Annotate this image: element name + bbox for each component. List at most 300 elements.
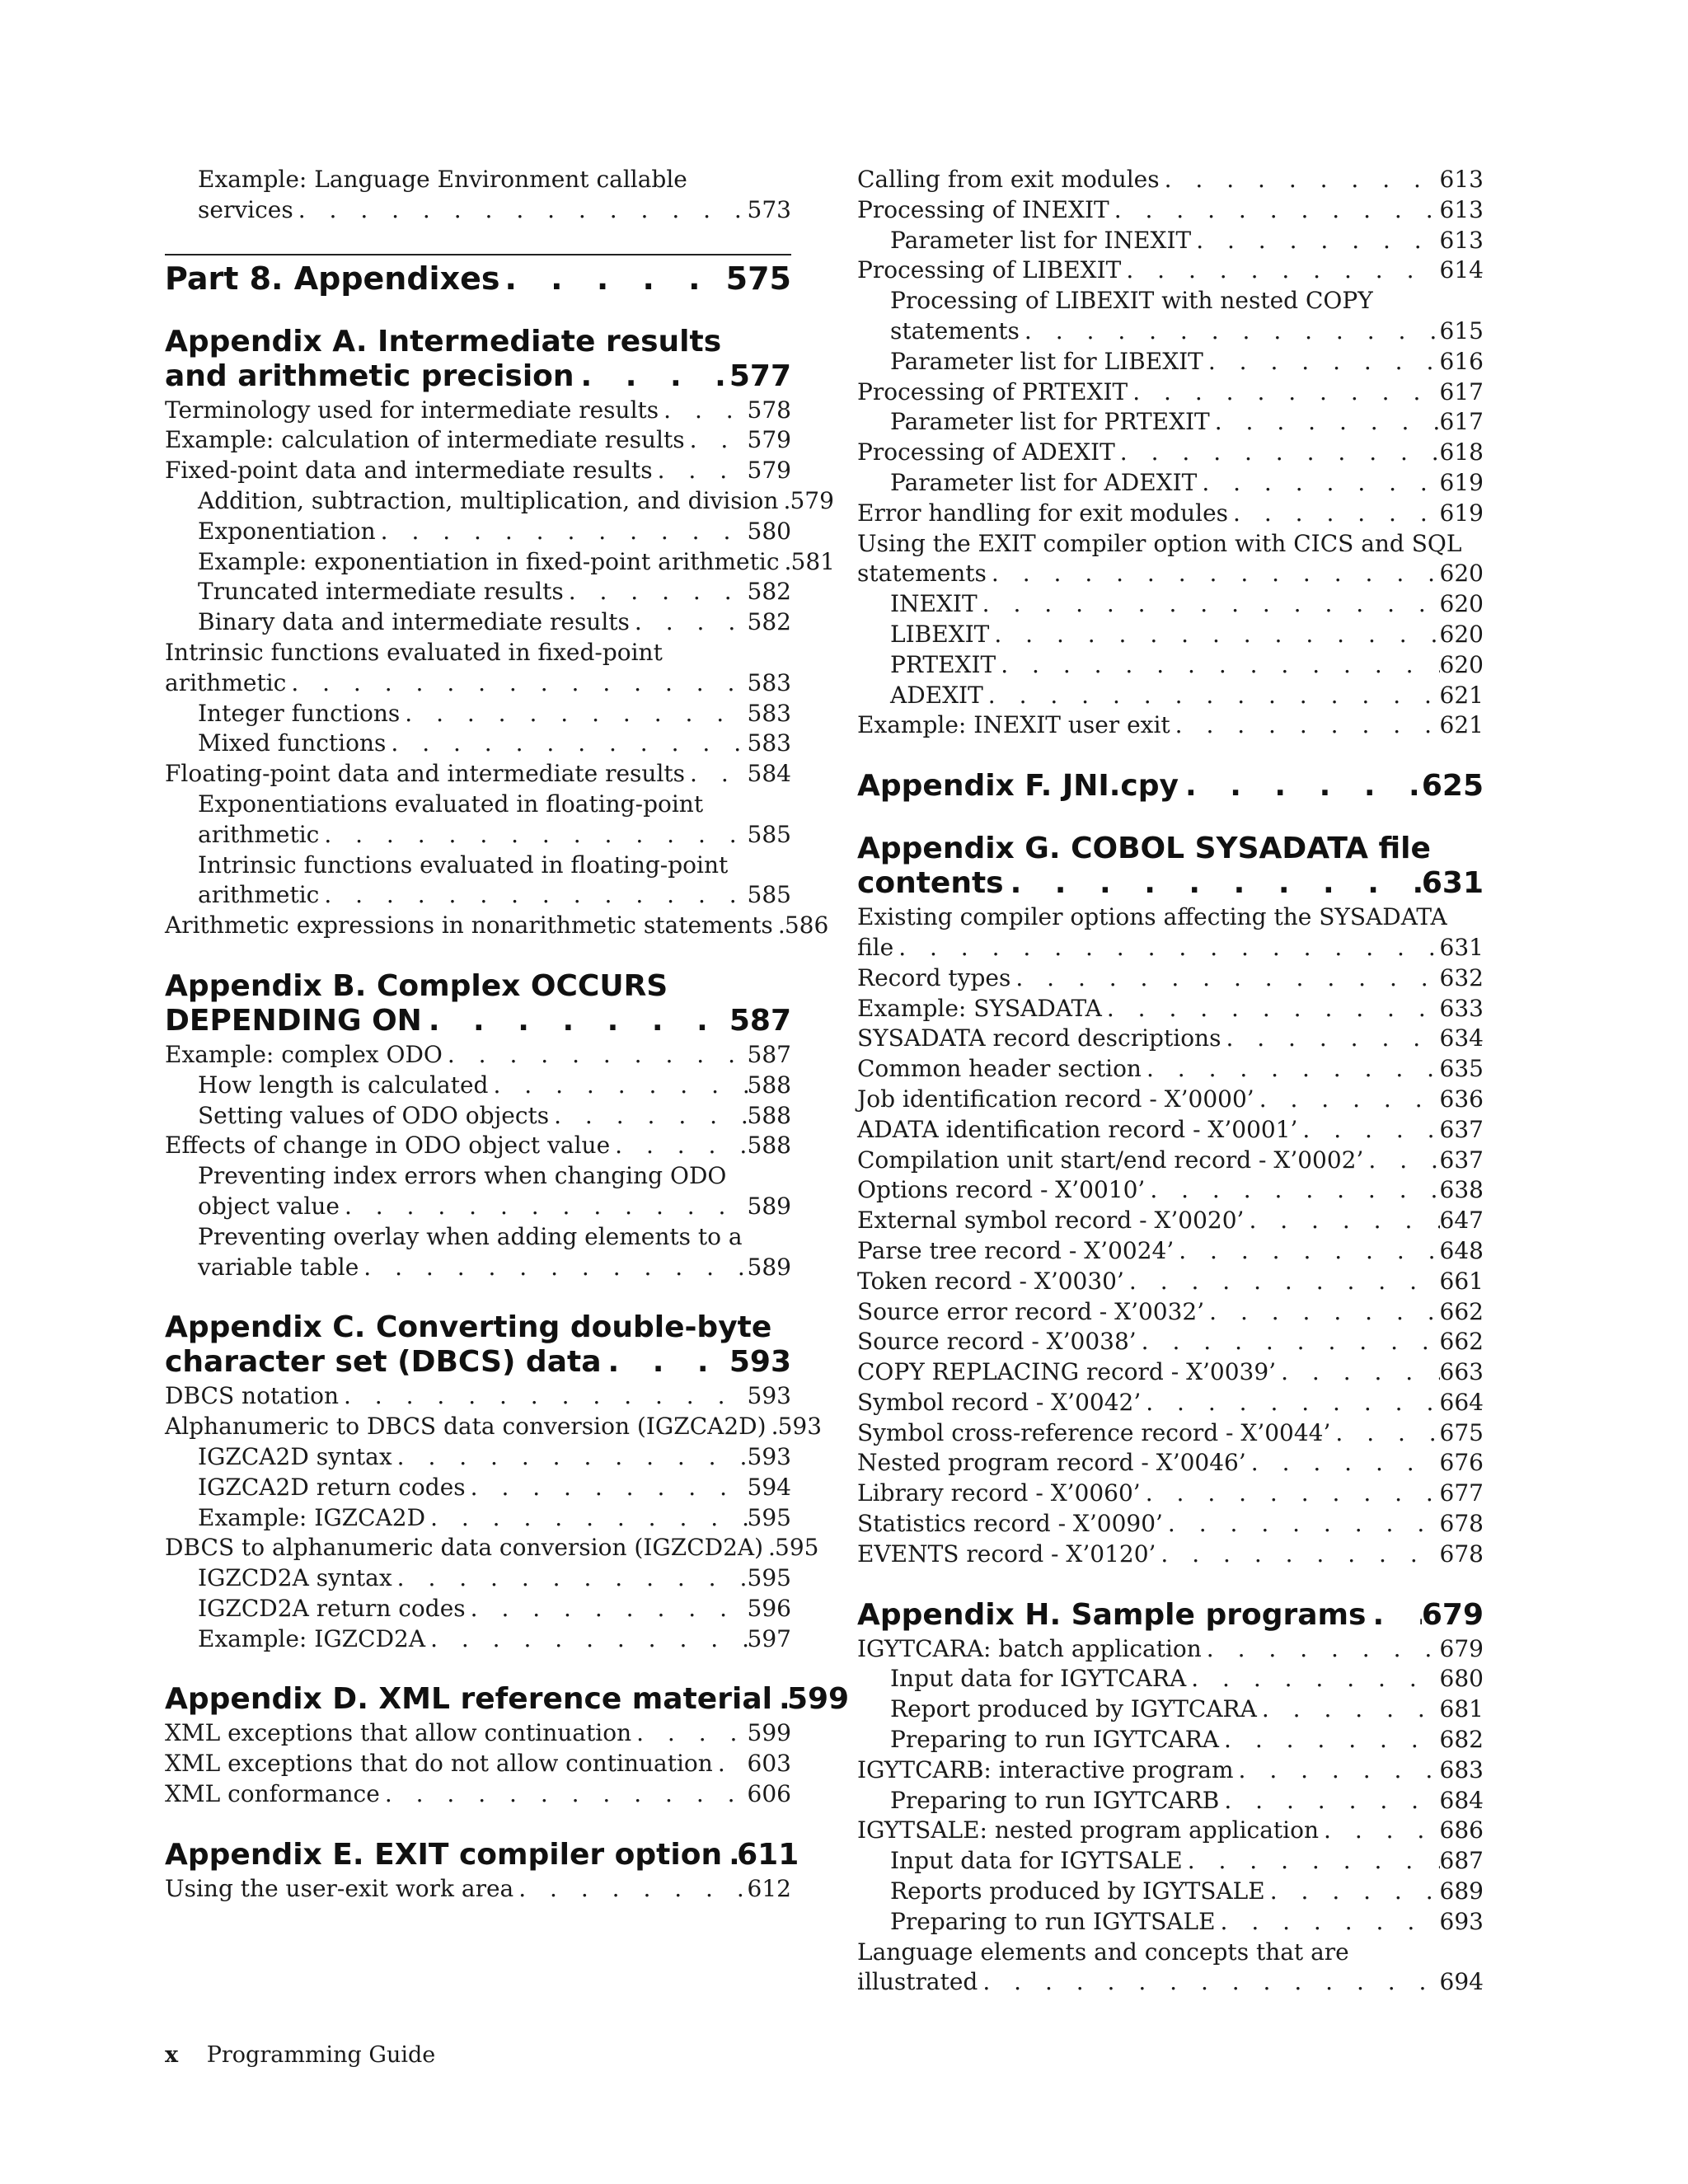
toc-page-number: 676 <box>1439 1449 1484 1477</box>
toc-entry <box>165 1718 791 1749</box>
toc-entry <box>857 529 1484 590</box>
toc-page-number: 593 <box>747 1442 791 1470</box>
toc-entry <box>857 1664 1484 1694</box>
toc-entry <box>165 1473 791 1503</box>
toc-entry-title: External symbol record - X’0020’ <box>857 1207 1245 1235</box>
toc-entry <box>165 486 834 517</box>
toc-page-number: 579 <box>790 486 834 514</box>
toc-entry <box>857 1479 1484 1509</box>
toc-page-number: 680 <box>1439 1665 1484 1693</box>
toc-page-number: 632 <box>1439 963 1484 991</box>
dot-leader <box>1174 1236 1439 1267</box>
toc-entry <box>857 165 1484 195</box>
toc-page-number: 593 <box>777 1413 823 1441</box>
toc-page-number: 583 <box>747 699 791 727</box>
toc-entry-title: LIBEXIT <box>890 620 990 648</box>
toc-entry <box>857 1206 1484 1236</box>
toc-entry-title: IGYTCARA: batch application <box>857 1634 1202 1662</box>
toc-entry <box>165 607 791 638</box>
toc-page-number: 589 <box>747 1192 791 1220</box>
dot-leader <box>499 260 725 297</box>
toc-entry-title: Setting values of ODO objects <box>198 1101 550 1129</box>
toc-page-number: 595 <box>747 1503 791 1531</box>
dot-leader <box>293 195 748 226</box>
toc-entry-title: Using the user-exit work area <box>165 1874 514 1902</box>
toc-entry-title: Reports produced by IGYTSALE <box>890 1877 1265 1905</box>
toc-entry <box>857 994 1484 1024</box>
toc-entry-title: Example: SYSADATA <box>857 994 1102 1022</box>
toc-entry-title: EVENTS record - X’0120’ <box>857 1540 1156 1568</box>
toc-entry-title: Statistics record - X’0090’ <box>857 1510 1163 1538</box>
dot-leader <box>1191 226 1439 256</box>
toc-page-number: 637 <box>1439 1146 1484 1174</box>
dot-leader <box>1141 1388 1439 1418</box>
dot-leader <box>1102 994 1440 1024</box>
toc-page-number: 681 <box>1439 1695 1484 1723</box>
toc-entry-title: DBCS to alphanumeric data conversion (IGZCD2A) <box>165 1534 764 1562</box>
dot-leader <box>574 359 729 394</box>
toc-entry <box>857 1634 1484 1665</box>
toc-entry-title: Alphanumeric to DBCS data conversion (IGZCA2D) <box>165 1413 767 1441</box>
dot-leader <box>983 681 1440 711</box>
toc-page-number: 613 <box>1439 195 1484 223</box>
toc-page-number: 662 <box>1439 1297 1484 1325</box>
toc-entry-title: Preparing to run IGYTSALE <box>890 1907 1216 1935</box>
toc-entry <box>857 1938 1484 1999</box>
toc-entry <box>165 1071 791 1101</box>
toc-page-number: 625 <box>1421 769 1484 804</box>
toc-entry-title: Appendix E. EXIT compiler option <box>165 1837 723 1872</box>
toc-entry-title: Appendix D. XML reference material <box>165 1682 772 1717</box>
toc-entry-title: INEXIT <box>890 590 978 618</box>
toc-entry <box>165 1533 819 1563</box>
toc-entry-title: Source record - X’0038’ <box>857 1328 1137 1356</box>
toc-entry-title: variable table <box>198 1253 359 1281</box>
toc-page-number: 684 <box>1439 1786 1484 1814</box>
toc-entry-title: IGZCD2A return codes <box>198 1594 466 1622</box>
toc-entry <box>165 1503 791 1534</box>
dot-leader <box>722 1838 737 1872</box>
toc-entry-title-line: Using the EXIT compiler option with CICS and SQL <box>857 529 1462 557</box>
toc-appendix-heading <box>165 1837 799 1872</box>
toc-entry-title: Parameter list for ADEXIT <box>890 468 1198 496</box>
toc-page-number: 614 <box>1439 256 1484 284</box>
toc-page-number: 619 <box>1439 499 1484 527</box>
toc-page-number: 620 <box>1439 620 1484 648</box>
toc-entry <box>165 425 791 456</box>
toc-page-number: 617 <box>1439 377 1484 405</box>
toc-entry <box>165 638 791 699</box>
toc-entry-title: Processing of INEXIT <box>857 195 1109 223</box>
toc-entry <box>165 547 835 578</box>
toc-appendix-heading <box>857 832 1484 901</box>
toc-entry <box>857 650 1484 681</box>
toc-entry-title: IGYTSALE: nested program application <box>857 1816 1320 1844</box>
toc-entry <box>165 729 791 759</box>
toc-entry <box>857 226 1484 256</box>
toc-entry <box>857 286 1484 347</box>
toc-page-number: 603 <box>747 1750 791 1778</box>
dot-leader <box>488 1071 747 1101</box>
toc-entry <box>165 911 829 941</box>
dot-leader <box>987 559 1440 589</box>
toc-page-number: 664 <box>1439 1388 1484 1416</box>
toc-page-number: 585 <box>747 820 791 848</box>
toc-entry <box>857 377 1484 408</box>
toc-entry <box>857 1297 1484 1328</box>
dot-leader <box>763 1533 775 1563</box>
dot-leader <box>1183 1846 1440 1877</box>
toc-entry-title: ADATA identification record - X’0001’ <box>857 1115 1298 1143</box>
dot-leader <box>1228 499 1440 529</box>
toc-entry-title: XML conformance <box>165 1780 380 1808</box>
toc-entry-title: Nested program record - X’0046’ <box>857 1449 1246 1477</box>
toc-entry-title: Report produced by IGYTCARA <box>890 1695 1257 1723</box>
toc-page-number: 620 <box>1439 560 1484 588</box>
toc-entry <box>857 468 1484 499</box>
toc-page-number: 597 <box>747 1624 791 1652</box>
dot-leader <box>1197 468 1439 499</box>
toc-entry <box>165 1381 791 1412</box>
toc-entry <box>165 1222 791 1283</box>
toc-entry <box>165 1594 791 1624</box>
toc-entry-title-line: Processing of LIBEXIT with nested COPY <box>890 287 1373 315</box>
dot-leader <box>1219 1786 1439 1816</box>
toc-entry-title: Token record - X’0030’ <box>857 1267 1124 1295</box>
toc-entry-title: Parse tree record - X’0024’ <box>857 1236 1175 1264</box>
dot-leader <box>685 425 748 456</box>
toc-entry <box>165 1040 791 1071</box>
dot-leader <box>978 1967 1439 1998</box>
toc-appendix-heading <box>857 769 1484 804</box>
toc-page-number: 579 <box>747 457 791 485</box>
toc-entry-title: Input data for IGYTCARA <box>890 1665 1187 1693</box>
toc-entry <box>857 710 1484 741</box>
dot-leader <box>1330 1418 1439 1449</box>
dot-leader <box>659 396 747 426</box>
toc-page-number: 581 <box>790 547 835 575</box>
toc-page-number: 579 <box>747 426 791 454</box>
toc-entry-title: Common header section <box>857 1055 1142 1083</box>
dot-leader <box>319 820 747 851</box>
toc-entry <box>165 396 791 426</box>
toc-entry-title: Terminology used for intermediate results <box>165 396 659 424</box>
dot-leader <box>1142 1054 1440 1085</box>
toc-entry-title-line: Appendix G. COBOL SYSADATA file <box>857 832 1431 866</box>
toc-page-number: 583 <box>747 668 791 696</box>
dot-leader <box>602 1345 729 1380</box>
toc-page-number: 636 <box>1439 1085 1484 1113</box>
toc-page-number: 588 <box>747 1132 791 1160</box>
dot-leader <box>425 1503 747 1534</box>
toc-page-number: 615 <box>1439 316 1484 344</box>
dot-leader <box>319 880 747 911</box>
toc-page-number: 663 <box>1439 1358 1484 1386</box>
toc-entry-title: IGZCA2D return codes <box>198 1473 466 1501</box>
toc-page-number: 577 <box>729 359 791 393</box>
toc-entry <box>857 1327 1484 1357</box>
toc-entry-title: Exponentiation <box>198 517 376 545</box>
toc-entry <box>165 577 791 607</box>
toc-entry-title: arithmetic <box>198 820 320 848</box>
toc-page-number: 679 <box>1439 1634 1484 1662</box>
dot-leader <box>1170 710 1440 741</box>
toc-entry-title-line: Language elements and concepts that are <box>857 1938 1349 1966</box>
toc-entry <box>165 1412 823 1442</box>
toc-page-number: 621 <box>1439 681 1484 709</box>
dot-leader <box>1163 1509 1440 1540</box>
toc-entry-title: Example: INEXIT user exit <box>857 711 1170 739</box>
toc-entry <box>857 1877 1484 1907</box>
toc-entry <box>165 1563 791 1594</box>
dot-leader <box>286 668 747 699</box>
toc-entry-title: Processing of LIBEXIT <box>857 256 1122 284</box>
dot-leader <box>978 589 1440 620</box>
toc-entry-title-line: Intrinsic functions evaluated in fixed-point <box>165 638 663 666</box>
toc-entry-title: Fixed-point data and intermediate results <box>165 457 653 485</box>
toc-entry-title: IGYTCARB: interactive program <box>857 1755 1234 1783</box>
dot-leader <box>513 1874 747 1905</box>
toc-entry-title: XML exceptions that do not allow continuation <box>165 1750 713 1778</box>
toc-page-number: 575 <box>725 260 791 297</box>
dot-leader <box>1004 866 1422 901</box>
toc-page-number: 662 <box>1439 1328 1484 1356</box>
toc-appendix-heading <box>165 325 791 394</box>
dot-leader <box>767 1412 778 1442</box>
dot-leader <box>1219 1725 1440 1755</box>
toc-entry-title: statements <box>890 316 1020 344</box>
toc-page-number: 599 <box>786 1682 850 1717</box>
toc-page-number: 587 <box>729 1003 791 1038</box>
toc-appendix-heading <box>165 1310 791 1380</box>
toc-page-number: 612 <box>747 1874 791 1902</box>
toc-page-number: 631 <box>1439 933 1484 961</box>
dot-leader <box>359 1253 747 1283</box>
dot-leader <box>549 1101 747 1132</box>
toc-entry-title: Source error record - X’0032’ <box>857 1297 1205 1325</box>
dot-leader <box>778 486 790 517</box>
toc-page-number: 686 <box>1439 1816 1484 1844</box>
toc-entry <box>857 1509 1484 1540</box>
dot-leader <box>1319 1816 1440 1846</box>
toc-entry-title: statements <box>857 560 987 588</box>
toc-entry <box>857 1146 1484 1176</box>
toc-page-number: 683 <box>1439 1755 1484 1783</box>
toc-page-number: 621 <box>1439 711 1484 739</box>
dot-leader <box>564 577 748 607</box>
dot-leader <box>1115 438 1440 468</box>
dot-leader <box>1216 1907 1440 1938</box>
toc-page-number: 693 <box>1439 1907 1484 1935</box>
toc-entry <box>165 1442 791 1473</box>
dot-leader <box>1179 769 1422 804</box>
toc-page-number: 613 <box>1439 226 1484 254</box>
toc-part-heading <box>165 254 791 297</box>
toc-entry-title: arithmetic <box>198 881 320 909</box>
dot-leader <box>1128 377 1439 408</box>
toc-page-number: 582 <box>747 578 791 606</box>
toc-page-number: 687 <box>1439 1847 1484 1875</box>
toc-entry <box>857 499 1484 529</box>
dot-leader <box>772 1682 787 1717</box>
toc-entry-title: How length is calculated <box>198 1071 489 1099</box>
toc-entry-title: DBCS notation <box>165 1382 339 1410</box>
toc-page-number: 647 <box>1439 1207 1484 1235</box>
toc-entry-title-line: Intrinsic functions evaluated in floating-point <box>198 851 729 879</box>
toc-entry-title: Library record - X’0060’ <box>857 1479 1141 1507</box>
toc-entry-title: Truncated intermediate results <box>198 578 564 606</box>
dot-leader <box>425 1624 747 1655</box>
toc-page-number: 589 <box>747 1253 791 1281</box>
toc-page-number: 618 <box>1439 438 1484 466</box>
toc-entry-title: Error handling for exit modules <box>857 499 1229 527</box>
dot-leader <box>989 620 1439 650</box>
toc-entry-title: Parameter list for INEXIT <box>890 226 1192 254</box>
dot-leader <box>376 517 748 547</box>
toc-entry-title: Integer functions <box>198 699 401 727</box>
toc-page-number: 677 <box>1439 1479 1484 1507</box>
dot-leader <box>685 759 748 790</box>
toc-page-number: 599 <box>747 1719 791 1747</box>
toc-page-number: 675 <box>1439 1418 1484 1446</box>
toc-entry-title: arithmetic <box>165 668 287 696</box>
dot-leader <box>1276 1357 1439 1388</box>
dot-leader <box>773 911 785 941</box>
toc-entry-title-line: Existing compiler options affecting the SYSADATA <box>857 903 1447 931</box>
dot-leader <box>422 1004 729 1038</box>
toc-entry-title: Input data for IGYTSALE <box>890 1847 1183 1875</box>
toc-page-number: 631 <box>1421 866 1484 901</box>
dot-leader <box>392 1563 748 1594</box>
dot-leader <box>1366 1598 1421 1633</box>
toc-entry <box>857 1786 1484 1816</box>
toc-entry <box>857 195 1484 226</box>
dot-leader <box>630 607 748 638</box>
toc-entry-title: Appendix H. Sample programs <box>857 1597 1367 1632</box>
dot-leader <box>1246 1448 1440 1479</box>
toc-entry <box>857 1725 1484 1755</box>
toc-entry-title: contents <box>857 866 1004 901</box>
toc-entry-title: IGZCA2D syntax <box>198 1442 392 1470</box>
toc-page-number: 588 <box>747 1101 791 1129</box>
toc-entry-title: COPY REPLACING record - X’0039’ <box>857 1358 1277 1386</box>
toc-entry-title: Job identification record - X’0000’ <box>857 1085 1254 1113</box>
toc-appendix-heading <box>165 969 791 1038</box>
dot-leader <box>631 1718 747 1749</box>
toc-entry-title: Addition, subtraction, multiplication, and division <box>198 486 779 514</box>
dot-leader <box>1156 1540 1439 1570</box>
toc-page-number: 634 <box>1439 1024 1484 1052</box>
page-footer <box>165 2042 435 2068</box>
toc-page-number: 682 <box>1439 1726 1484 1754</box>
toc-entry <box>165 165 791 226</box>
toc-page-number: 678 <box>1439 1540 1484 1568</box>
toc-entry <box>857 1755 1484 1786</box>
toc-entry-title: Example: exponentiation in fixed-point arithmetic <box>198 547 780 575</box>
toc-left-column <box>165 165 850 1905</box>
dot-leader <box>1204 1297 1439 1328</box>
toc-entry-title: Arithmetic expressions in nonarithmetic statements <box>165 912 773 940</box>
toc-entry <box>857 620 1484 650</box>
toc-entry-title: illustrated <box>857 1968 978 1996</box>
toc-entry-title-line: Preventing index errors when changing ODO <box>198 1162 727 1190</box>
toc-entry <box>857 1540 1484 1570</box>
toc-entry-title: PRTEXIT <box>890 650 996 678</box>
toc-entry-title: Mixed functions <box>198 729 387 757</box>
dot-leader <box>1160 165 1440 195</box>
dot-leader <box>1221 1024 1439 1054</box>
toc-entry-title: SYSADATA record descriptions <box>857 1024 1221 1052</box>
toc-entry-title: Effects of change in ODO object value <box>165 1132 611 1160</box>
toc-entry-title: services <box>198 195 293 223</box>
dot-leader <box>1137 1327 1440 1357</box>
toc-page-number: 648 <box>1439 1236 1484 1264</box>
toc-entry-title: DEPENDING ON <box>165 1003 422 1038</box>
toc-entry <box>857 1267 1484 1297</box>
dot-leader <box>386 729 747 759</box>
dot-leader <box>466 1594 748 1624</box>
toc-entry <box>857 1085 1484 1115</box>
toc-page-number: 678 <box>1439 1510 1484 1538</box>
toc-entry-title-line: Appendix C. Converting double-byte <box>165 1310 772 1345</box>
toc-entry <box>857 255 1484 286</box>
toc-entry-title: Preparing to run IGYTCARA <box>890 1726 1220 1754</box>
dot-leader <box>1257 1694 1440 1725</box>
toc-entry-title: Compilation unit start/end record - X’0002’ <box>857 1146 1364 1174</box>
toc-entry <box>857 1357 1484 1388</box>
toc-page-number: 689 <box>1439 1877 1484 1905</box>
toc-entry-title: Symbol record - X’0042’ <box>857 1388 1142 1416</box>
toc-entry <box>857 1448 1484 1479</box>
toc-entry <box>857 902 1484 963</box>
dot-leader <box>1141 1479 1440 1509</box>
toc-page-number: 596 <box>747 1594 791 1622</box>
dot-leader <box>380 1779 748 1810</box>
toc-page-number: 588 <box>747 1071 791 1099</box>
toc-entry <box>165 1131 791 1161</box>
toc-entry <box>165 1749 791 1779</box>
toc-entry <box>857 681 1484 711</box>
toc-entry <box>857 1054 1484 1085</box>
toc-entry-title: ADEXIT <box>890 681 983 709</box>
toc-entry-title: Processing of PRTEXIT <box>857 377 1128 405</box>
toc-entry <box>857 1694 1484 1725</box>
toc-page-number: 587 <box>747 1040 791 1068</box>
toc-page-number: 606 <box>747 1780 791 1808</box>
toc-entry <box>857 347 1484 377</box>
toc-entry-title: Symbol cross-reference record - X’0044’ <box>857 1418 1331 1446</box>
toc-entry <box>165 1101 791 1132</box>
toc-page-number: 633 <box>1439 994 1484 1022</box>
toc-appendix-heading <box>165 1682 850 1717</box>
toc-entry <box>857 407 1484 438</box>
toc-entry-title: Binary data and intermediate results <box>198 608 630 636</box>
toc-entry-title: Example: IGZCD2A <box>198 1624 426 1652</box>
toc-page-number: 593 <box>729 1345 791 1380</box>
toc-entry-title-line: Example: Language Environment callable <box>198 166 687 193</box>
toc-entry <box>857 438 1484 468</box>
toc-entry-title: Appendix F. JNI.cpy <box>857 769 1179 804</box>
dot-leader <box>1121 255 1439 286</box>
toc-page-number: 586 <box>784 912 829 940</box>
dot-leader <box>466 1473 748 1503</box>
toc-entry-title: Record types <box>857 963 1011 991</box>
toc-entry <box>165 851 791 912</box>
toc-entry <box>857 1846 1484 1877</box>
toc-page-number: 616 <box>1439 347 1484 375</box>
dot-leader <box>400 699 747 729</box>
dot-leader <box>780 547 791 578</box>
